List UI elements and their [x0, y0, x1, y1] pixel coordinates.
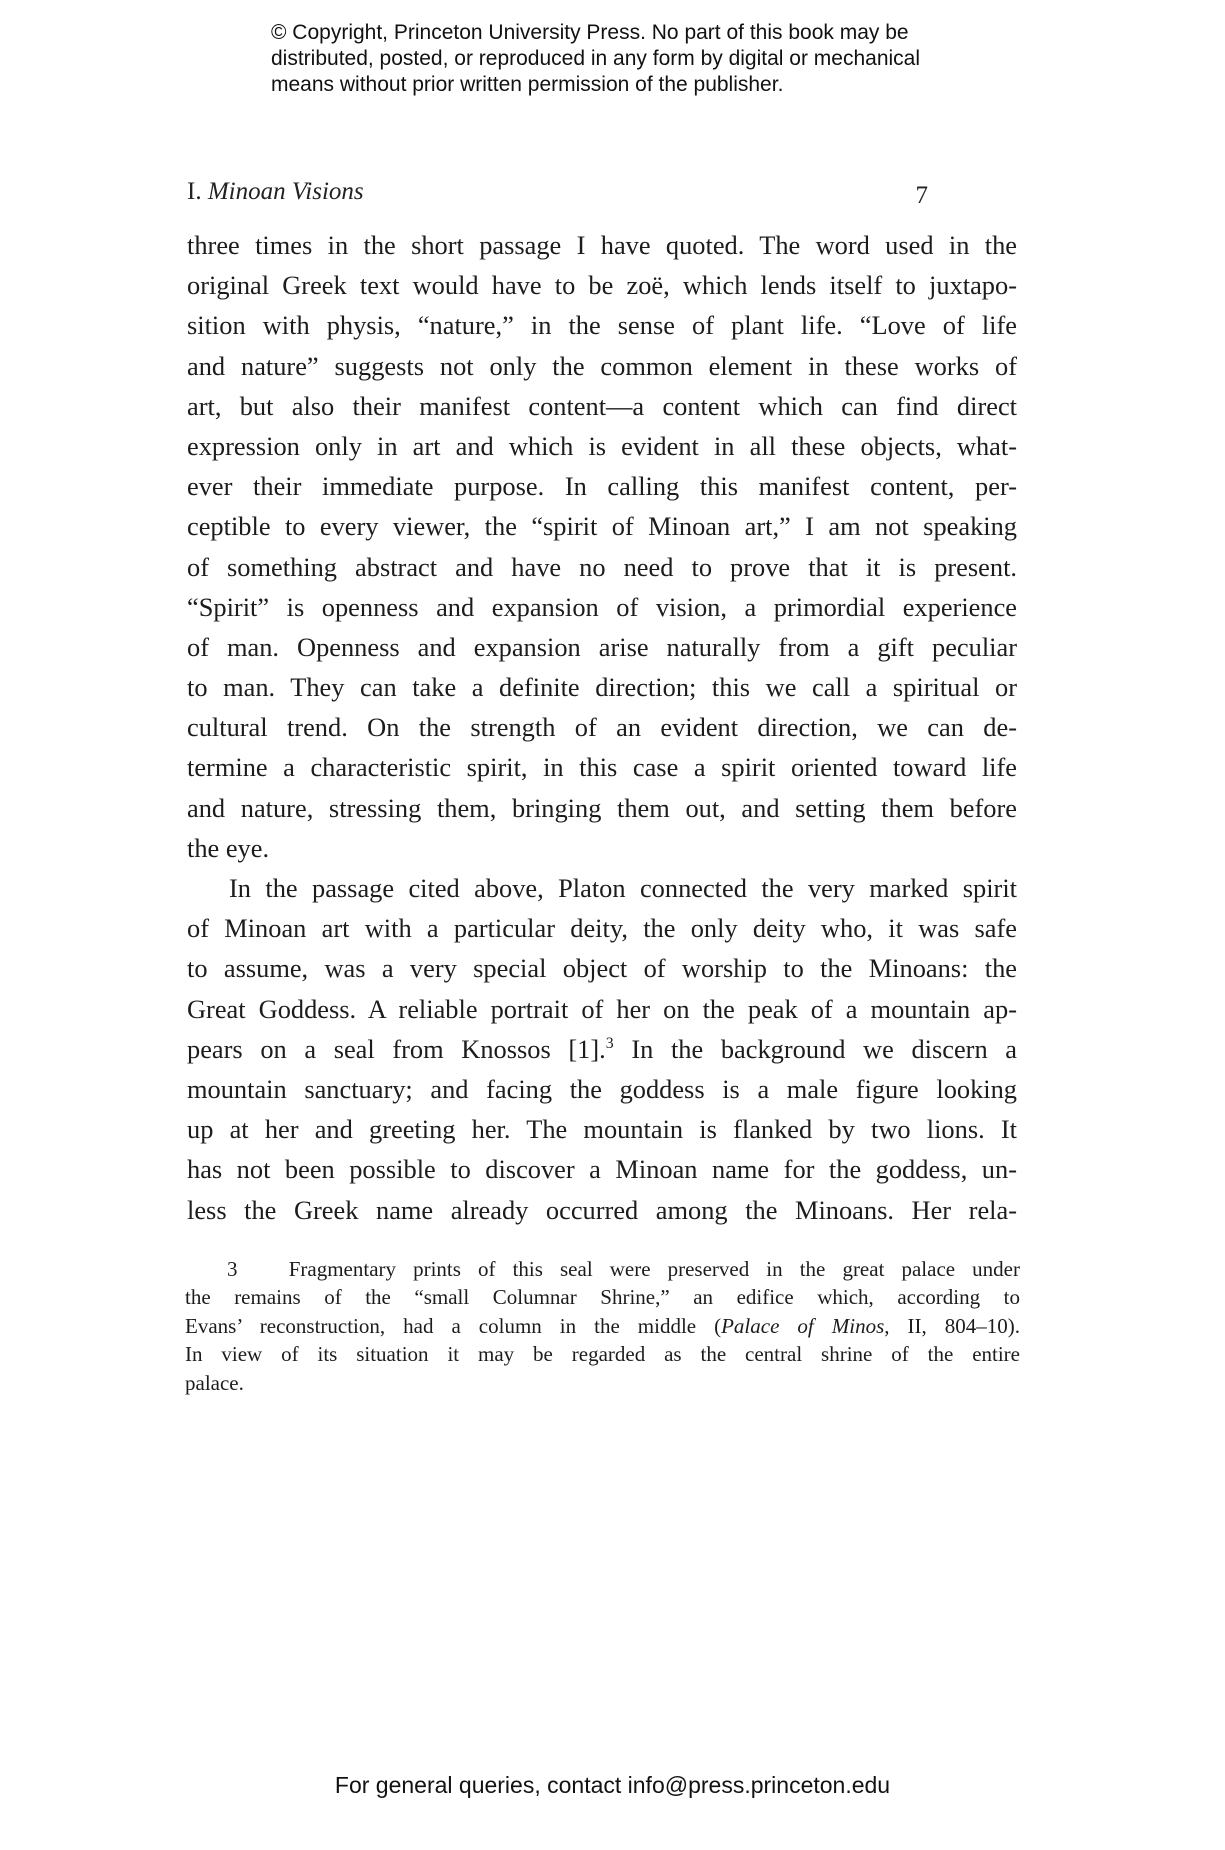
- text-line: has not been possible to discover a Minoan name for the goddess, un-: [187, 1154, 1017, 1185]
- footer-contact: For general queries, contact info@press.princeton.edu: [334, 1772, 891, 1798]
- footnote-line: [185, 1312, 1020, 1340]
- text-line: sition with physis, “nature,” in the sense of plant life. “Love of life: [187, 310, 1017, 341]
- text-line: and nature” suggests not only the common element in these works of: [187, 350, 1017, 381]
- text-line: of something abstract and have no need to prove that it is present.: [187, 551, 1017, 582]
- paragraph-1: [187, 225, 1017, 868]
- footnote-line: [185, 1255, 1020, 1283]
- text-line: art, but also their manifest content—a content which can find direct: [187, 390, 1017, 421]
- chapter-heading: [187, 178, 364, 206]
- text-line: the eye.: [187, 832, 270, 863]
- text-line: “Spirit” is openness and expansion of vision, a primordial experience: [187, 591, 1017, 622]
- paragraph-2: [187, 868, 1017, 1230]
- footnote-text: Fragmentary prints of this seal were preserved in the great palace under: [288, 1257, 1020, 1281]
- footnote-line: the remains of the “small Columnar Shrine,” an edifice which, according to: [185, 1285, 1020, 1310]
- footnote-text: , II, 804–10).: [884, 1313, 1021, 1338]
- text-line: mountain sanctuary; and facing the goddess is a male figure looking: [187, 1073, 1017, 1104]
- text-line: of man. Openness and expansion arise naturally from a gift peculiar: [187, 631, 1017, 662]
- footnote-number: 3: [227, 1257, 238, 1281]
- page-number: 7: [915, 182, 928, 209]
- footnote: [185, 1255, 1020, 1397]
- text-segment: In the background we discern a: [613, 1033, 1018, 1064]
- text-line: expression only in art and which is evident in all these objects, what-: [187, 430, 1017, 461]
- text-line-with-footnote-ref: [187, 1029, 1017, 1069]
- text-line: Great Goddess. A reliable portrait of her on the peak of a mountain ap-: [187, 993, 1017, 1024]
- footnote-text: Evans’ reconstruction, had a column in the middle (: [185, 1313, 722, 1338]
- footnote-line: In view of its situation it may be regarded as the central shrine of the entire: [185, 1342, 1020, 1367]
- text-line: to assume, was a very special object of worship to the Minoans: the: [187, 953, 1017, 984]
- text-line: three times in the short passage I have quoted. The word used in the: [187, 230, 1017, 260]
- text-line: In the passage cited above, Platon connected the very marked spirit: [229, 873, 1017, 903]
- text-line: less the Greek name already occurred among the Minoans. Her rela-: [187, 1194, 1017, 1225]
- text-line: original Greek text would have to be zoë, which lends itself to juxtapo-: [187, 270, 1017, 301]
- text-line: termine a characteristic spirit, in this case a spirit oriented toward life: [187, 752, 1017, 783]
- copyright-notice: [271, 20, 971, 98]
- chapter-title: Minoan Visions: [207, 178, 364, 205]
- text-line: to man. They can take a definite direction; this we call a spiritual or: [187, 672, 1017, 703]
- chapter-number: I.: [187, 178, 202, 205]
- copyright-line: means without prior written permission of the publisher.: [271, 73, 784, 96]
- running-head: [187, 174, 928, 210]
- copyright-line: © Copyright, Princeton University Press. No part of this book may be: [271, 21, 909, 44]
- body-text: [187, 225, 1017, 1230]
- text-line: ceptible to every viewer, the “spirit of Minoan art,” I am not speaking: [187, 511, 1017, 542]
- text-line: cultural trend. On the strength of an evident direction, we can de-: [187, 712, 1017, 743]
- book-title: Palace of Minos: [721, 1313, 885, 1338]
- footnote-line: palace.: [185, 1370, 244, 1395]
- footnote-reference: 3: [605, 1034, 614, 1052]
- text-segment: pears on a seal from Knossos [1].: [187, 1033, 606, 1064]
- copyright-line: distributed, posted, or reproduced in any form by digital or mechanical: [271, 47, 921, 70]
- text-line: of Minoan art with a particular deity, the only deity who, it was safe: [187, 913, 1017, 944]
- text-line: and nature, stressing them, bringing them out, and setting them before: [187, 792, 1017, 823]
- text-line: ever their immediate purpose. In calling this manifest content, per-: [187, 471, 1017, 502]
- text-line: up at her and greeting her. The mountain is flanked by two lions. It: [187, 1114, 1017, 1145]
